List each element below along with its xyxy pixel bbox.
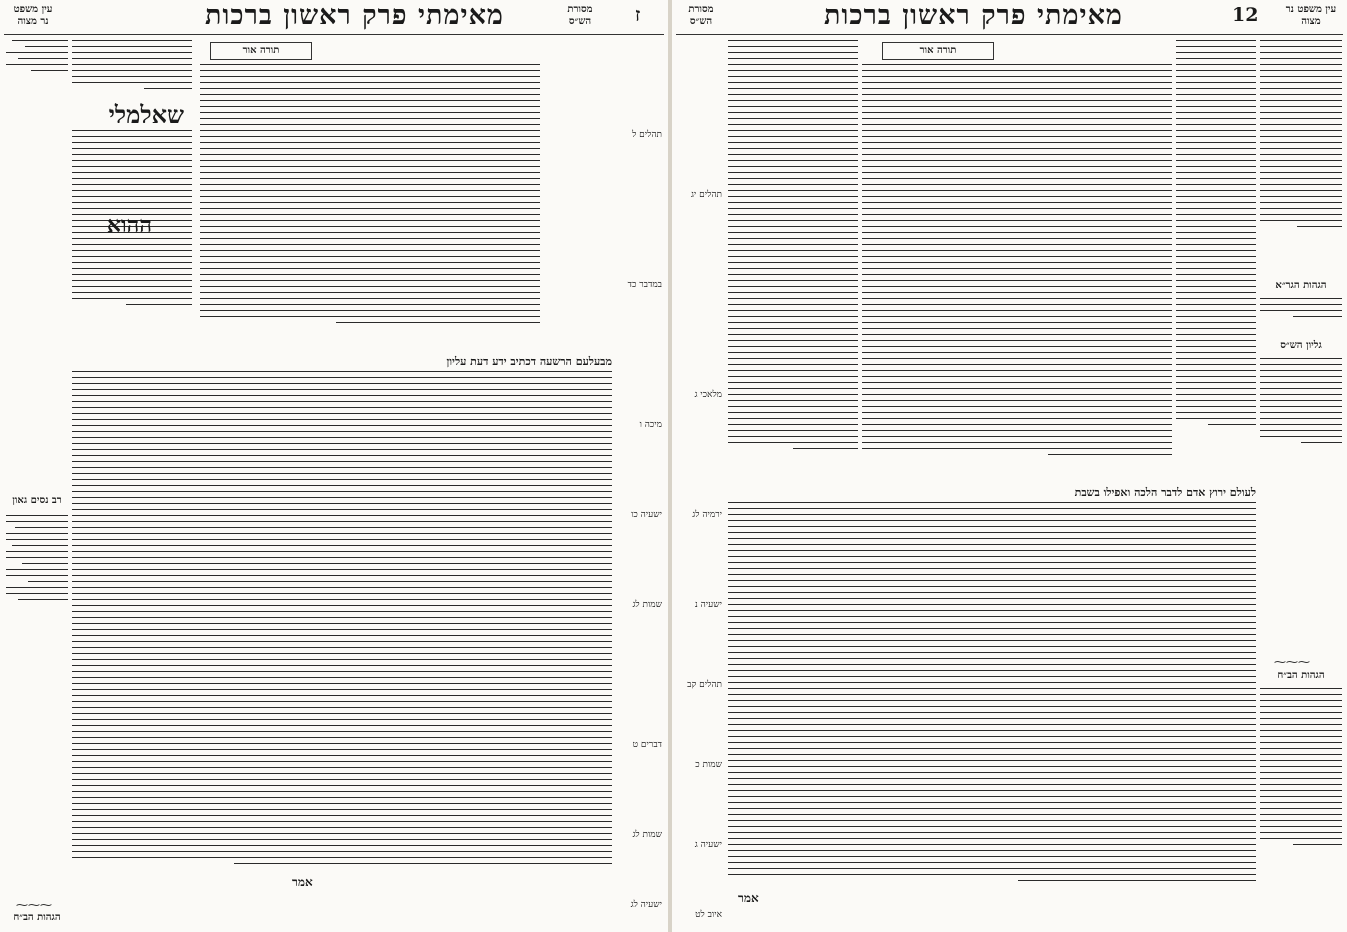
left-page-letter: ז: [635, 4, 641, 26]
right-bottom-word: אמר: [738, 891, 759, 905]
left-verse-ref-6: דברים ט: [632, 740, 662, 750]
left-heading-word: שאלמלי: [108, 100, 184, 129]
right-page-title: מאימתי פרק ראשון ברכות: [824, 0, 1123, 31]
left-header-rule: [4, 34, 664, 35]
left-verse-ref-2: במדבר כד: [627, 280, 662, 290]
right-side-title-bach: הגהות הב״ח: [1277, 670, 1325, 681]
left-gemara-top: [200, 42, 540, 352]
left-ornament: ⁓⁓⁓: [16, 898, 52, 912]
left-page: [0, 0, 669, 932]
right-rashi-column: [1176, 40, 1256, 480]
left-mesoret: מסורת הש״ס: [567, 4, 593, 27]
left-side-title-bach: הגהות הב״ח: [13, 912, 61, 920]
left-page-title: מאימתי פרק ראשון ברכות: [205, 0, 504, 31]
right-verse-ref-8: איוב לט: [695, 910, 722, 920]
right-verse-ref-5: תהלים קב: [687, 680, 722, 690]
left-tosafot-column: [72, 40, 192, 350]
right-ornament: ⁓⁓⁓: [1274, 655, 1310, 669]
left-verse-ref-5: שמות לג: [632, 600, 662, 610]
left-ein-mishpat: עין משפט נר מצוה: [13, 4, 53, 27]
left-gemara-main: [72, 355, 612, 890]
right-side-column: [1260, 40, 1342, 920]
left-opening-line: מבעלעם הרשעה דכתיב ידע דעת עליון: [446, 355, 612, 368]
right-verse-ref-7: ישעיה ג: [694, 840, 722, 850]
left-side-column: [6, 40, 68, 920]
left-rashi-heading: תורה אור: [210, 42, 312, 60]
right-side-title-gra: הגהות הגר״א: [1275, 280, 1327, 291]
right-header-rule: [676, 34, 1343, 35]
left-verse-ref-8: ישעיה לג: [630, 900, 662, 910]
left-caption-hahu: ההוא: [106, 212, 152, 238]
right-rashi-heading: תורה אור: [882, 42, 994, 60]
left-verse-ref-7: שמות לג: [632, 830, 662, 840]
right-tosafot-column: [728, 40, 858, 480]
right-ein-mishpat: עין משפט נר מצוה: [1285, 4, 1337, 27]
left-verse-ref-4: ישעיה כו: [631, 510, 662, 520]
left-references-column: [612, 40, 664, 920]
left-page-header: [0, 0, 668, 36]
right-side-title-gilyon: גליון הש״ס: [1280, 340, 1322, 351]
left-bottom-word: אמר: [292, 875, 313, 889]
right-page-number: 12: [1232, 4, 1259, 26]
right-mesoret: מסורת הש״ס: [688, 4, 714, 27]
left-verse-ref-3: מיכה ו: [639, 420, 662, 430]
right-gemara-top: [862, 42, 1172, 482]
right-verse-ref-3: ירמיה לג: [692, 510, 722, 520]
right-verse-ref-2: מלאכי ג: [694, 390, 722, 400]
right-verse-ref-6: שמות כ: [695, 760, 722, 770]
right-page: [672, 0, 1347, 932]
right-references-column: [676, 40, 724, 920]
right-gemara-main: [728, 486, 1256, 906]
right-page-header: [672, 0, 1347, 36]
left-side-title-nissim: רב נסים גאון: [12, 495, 62, 506]
right-verse-ref-1: תהלים יג: [690, 190, 722, 200]
right-opening-line: לעולם ירוץ אדם לדבר הלכה ואפילו בשבת: [1074, 486, 1256, 499]
right-verse-ref-4: ישעיה נ: [694, 600, 722, 610]
left-verse-ref-1: תהלים ל: [632, 130, 662, 140]
